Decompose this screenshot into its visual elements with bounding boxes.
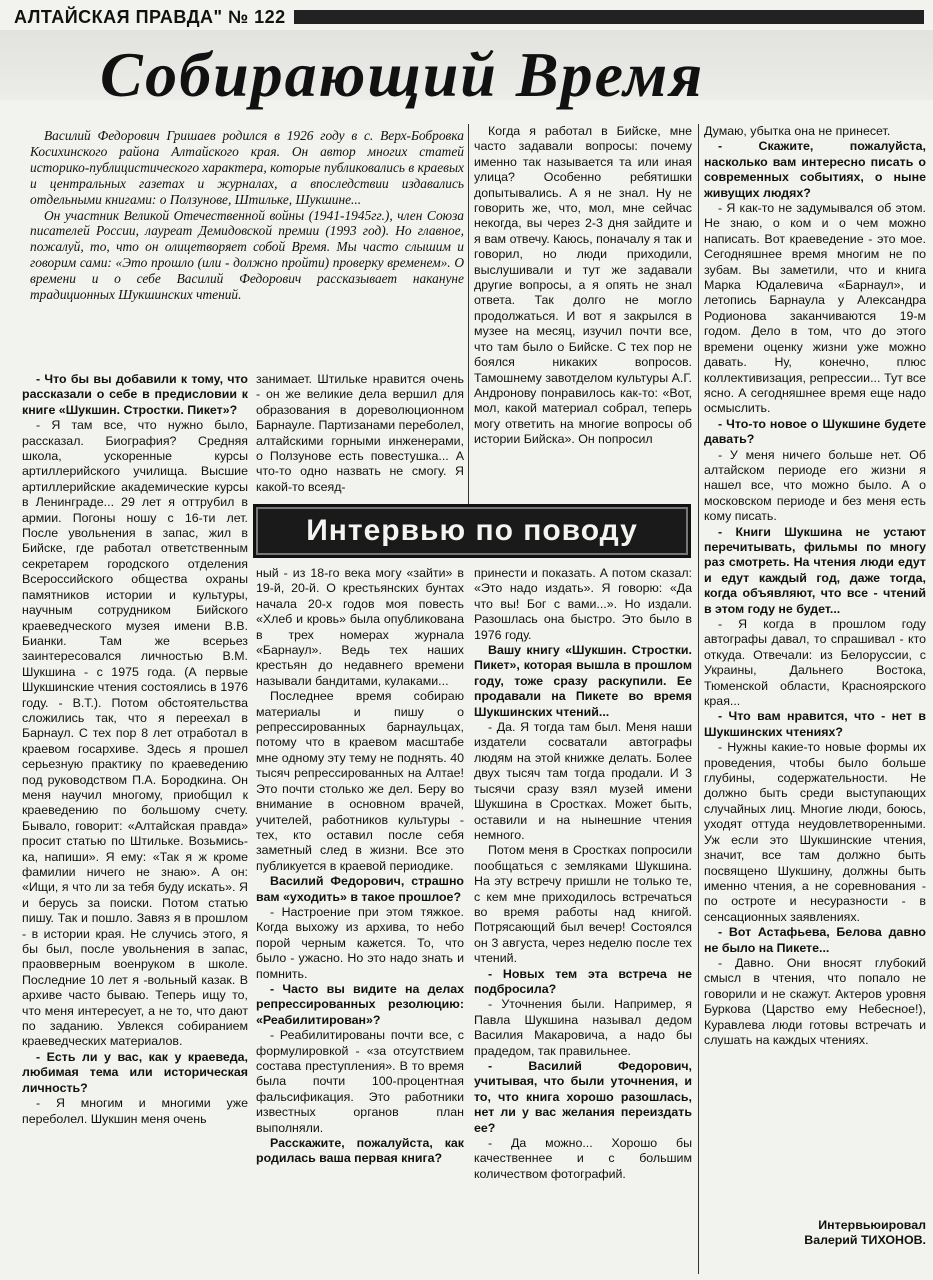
question-paragraph: - Василий Федорович, учитывая, что были уточнения, и то, что книга хорошо разошлась, нет ли у вас желания переиздать ее? — [474, 1059, 692, 1135]
answer-paragraph: Потом меня в Сростках попросили пообщаться с земляками Шукшина. На эту встречу пришли не только те, с кем мне приходилось встречаться во время работы над книгой. Потрясающий был вечер! Состоялся он 3 августа, через неделю после тех чтений. — [474, 843, 692, 966]
question-paragraph: - Есть ли у вас, как у краеведа, любимая тема или историческая личность? — [22, 1049, 248, 1095]
column-2-top — [256, 372, 464, 500]
section-banner: Интервью по поводу — [253, 504, 691, 558]
answer-paragraph: - Уточнения были. Например, я Павла Шукшина называл дедом Василия Макаровича, а надо бы прадедом, так правильнее. — [474, 997, 692, 1058]
question-paragraph: - Новых тем эта встреча не подбросила? — [474, 966, 692, 996]
interviewer-signature — [740, 1218, 926, 1248]
answer-paragraph: - Настроение при этом тяжкое. Когда выхожу из архива, то небо порой черным кажется. То, что было - ужасно. Но это надо знать и помнить. — [256, 904, 464, 981]
answer-paragraph: Когда я работал в Бийске, мне часто задавали вопросы: почему именно так называется та или иная улица? Особенно ребятишки допытывались. А я не знал. Ну не говорить же, что, мол, мне сейчас некогда, вы через 2-3 дня зайдите и я вам отвечу. Каюсь, поначалу я так и говорил, но люди приходили, выслушивали и тут же задавали другие вопросы, а я опять не знал ответа. Так долго не могло продолжаться. И вот я закрылся в музее на месяц, изучил почти все, что там было о Бийске. С тех пор не боялся никаких вопросов. Тамошнему завотделом культуры А.Г. Андронову понравилось как-то: «Вот, мол, какой материал собрал, теперь могу ответить на многие вопросы об истории Бийска». Он попросил — [474, 124, 692, 447]
masthead-rule — [294, 10, 924, 24]
answer-paragraph: - Реабилитированы почти все, с формулировкой - «за отсутствием состава преступления». В то время была почти 100-процентная фальсификация. Это работники известных органов план выполняли. — [256, 1028, 464, 1135]
answer-paragraph: - У меня ничего больше нет. Об алтайском периоде его жизни я нашел все, что можно было. А о московском периоде и без меня есть кому писать. — [704, 447, 926, 524]
answer-paragraph: Последнее время собираю материалы и пишу о репрессированных барнаульцах, потому что в краевом масштабе мне одному эту тему не поднять. 40 тысяч репрессированных на Алтае! Это почти столько же дел. Беру во внимание в основном врачей, учителей, работников культуры - тех, кто оставил после себя заметный след в жизни. Все это публикуется в краевой периодике. — [256, 689, 464, 873]
article-title: Собирающий Время — [100, 39, 705, 110]
answer-paragraph: - Я многим и многими уже переболел. Шукшин меня очень — [22, 1096, 248, 1126]
lead-paragraph: Он участник Великой Отечественной войны (1941-1945гг.), член Союза писателей России, лауреат Демидовской премии (1993 год). Но главное, пожалуй, то, что он олицетворяет собой Время. Мы часто слышим и говорим сами: «Это прошло (или - должно пройти) проверку временем». О времени и о себе Василий Федорович рассказывает накануне традиционных Шукшинских чтений. — [30, 207, 464, 303]
column-3 — [474, 566, 692, 1280]
answer-paragraph: ный - из 18-го века могу «зайти» в 19-й, 20-й. О крестьянских бунтах начала 20-х годов моя повесть «Хлеб и кровь» была опубликована в трех номерах журнала «Барнаул». Ведь тех наших крестьян до недавнего времени называли бандитами, кулаками... — [256, 566, 464, 688]
column-divider — [468, 124, 469, 504]
article-lead — [30, 128, 464, 364]
masthead-text: АЛТАЙСКАЯ ПРАВДА" № 122 — [14, 6, 286, 27]
question-paragraph: - Скажите, пожалуйста, насколько вам интересно писать о современных событиях, о ныне живущих людях? — [704, 139, 926, 200]
lead-paragraph: Василий Федорович Гришаев родился в 1926 году в с. Верх-Бобровка Косихинского района Алтайского края. Он автор многих статей историко-публицистического характера, которые публиковались в краевых и центральных газетах и журналах, а впоследствии издавались отдельными книгами: о Ползунове, Штильке, Шукшине... — [30, 128, 464, 207]
column-divider — [698, 124, 699, 1274]
signature-name: Валерий ТИХОНОВ. — [804, 1233, 926, 1247]
answer-paragraph: - Нужны какие-то новые формы их проведения, чтобы было больше глубины, содержательности. Не должно быть среди выступающих случайных лиц. Многие люди, боюсь, уходят оттуда неудовлетворенными. Уж если это Шукшинские чтения, значит, все там должно быть посвящено Шукшину, должны быть именно чтения, а не соревнования - по остроте и несуразности - в сенсационных заявлениях. — [704, 740, 926, 924]
answer-paragraph: Думаю, убытка она не принесет. — [704, 124, 891, 138]
masthead — [14, 6, 924, 28]
answer-paragraph: принести и показать. А потом сказал: «Это надо издать». Я говорю: «Да что вы! Бог с вами...». Но издали. Разошлась она быстро. Это было в 1976 году. — [474, 566, 692, 642]
question-paragraph: - Вот Астафьева, Белова давно не было на Пикете... — [704, 925, 926, 955]
column-3-top — [474, 124, 692, 500]
question-paragraph: Вашу книгу «Шукшин. Стростки. Пикет», которая вышла в прошлом году, тоже сразу раскупили. Ее продавали на Пикете во время Шукшинских чтений... — [474, 643, 692, 719]
answer-paragraph: - Я там все, что нужно было, рассказал. Биография? Средняя школа, ускоренные курсы артиллерийского училища. Высшие артиллерийские академические курсы в Ленинграде... 29 лет я оттрубил в армии. Погоны ношу с 16-ти лет. После увольнения в запас, жил в Бийске, где работал ответственным секретарем городского отделения Всероссийского общества охраны памятников истории и культуры, научным сотрудником Бийского краеведческого музея имени В.В. Бианки. Там же всерьез заинтересовался личностью В.М. Шукшина - с 1975 года. (А первые Шукшинские чтения состоялись в 1976 году. - В.Т.). Потом обстоятельства сложились так, что я переехал в Барнаул. С тех пор 8 лет отработал в краевом госархиве. Здесь я прошел серьезную практику по краеведению под руководством П.А. Бородкина. Он меня научил многому, приобщил к краеведению по большому счету. Бывало, говорит: «Алтайская правда» просит статью по Штильке. Возьмись-ка, напиши». Я ему: «Так я ж кроме фамилии ничего не знаю». А он: «Ищи, я что ли за тебя буду искать». Я и берусь за поиски. Потом статью пишу. Так и пошло. Завяз я в прошлом - в истории края. Не случись этого, я бы был, после увольнения в запас, праовверным военруком в школе. Последние 10 лет я -вольный казак. В архиве часто бываю. Теперь ищу то, что меня интересует, а не то, что дают по заданию. Увлекся собиранием краеведческих материалов. — [22, 418, 248, 1049]
question-paragraph: Расскажите, пожалуйста, как родилась ваша первая книга? — [256, 1136, 464, 1166]
answer-paragraph: - Да. Я тогда там был. Меня наши издатели сосватали автографы людям на этой книжке делать. Более двух тысяч там тогда продали. И 3 тысячи сразу взял музей имени Шукшина в Сростках. Может быть, оставили и на нынешние чтения немного. — [474, 720, 692, 842]
question-paragraph: - Книги Шукшина не устают перечитывать, фильмы по многу раз смотреть. На чтения люди едут и едут каждый год, даже тогда, когда объявляют, что все - чтений в этом году не будет... — [704, 524, 926, 616]
answer-paragraph: - Да можно... Хорошо бы качественнее и с большим количеством фотографий. — [474, 1136, 692, 1181]
question-paragraph: - Что-то новое о Шукшине будете давать? — [704, 416, 926, 447]
question-paragraph: - Что бы вы добавили к тому, что рассказали о себе в предисловии к книге «Шукшин. Стростки. Пикет»? — [22, 372, 248, 417]
column-2 — [256, 566, 464, 1280]
question-paragraph: - Что вам нравится, что - нет в Шукшинских чтениях? — [704, 709, 926, 739]
answer-paragraph: занимает. Штильке нравится очень - он же великие дела вершил для образования в дореволюционном Барнауле. Партизанами переболел, алтайскими горными инженерами, о Ползунове есть повестушка... А что-то одно назвать не смогу. Я какой-то всеяд- — [256, 372, 464, 494]
answer-paragraph: - Давно. Они вносят глубокий смысл в чтения, что попало не говорили и не скажут. Актеров уровня Буркова (Царство ему Небесное!), Куравлева люди готовы встречать и слушать на каждых чтениях. — [704, 955, 926, 1047]
question-paragraph: - Часто вы видите на делах репрессированных резолюцию: «Реабилитирован»? — [256, 981, 464, 1027]
column-4 — [704, 124, 926, 1214]
answer-paragraph: - Я как-то не задумывался об этом. Не знаю, о ком и о чем можно написать. Вот краеведение - это мое. Сегодняшнее время многим не по зубам. Вы заметили, что и книга Марка Юдалевича «Барнаул», и летопись Барнаула у Александра Родионова заканчиваются 19-м годом. Дело в том, что до этого времени оценку жизни уже можно давать. Ну, конечно, плюс коллективизация, репрессии... Тут все ясно. А сегодняшнее время еще надо осмыслить. — [704, 201, 926, 416]
signature-line: Интервьюировал — [818, 1218, 926, 1232]
column-1 — [22, 372, 248, 1280]
answer-paragraph: - Я когда в прошлом году автографы давал, то спрашивал - кто откуда. Отвечали: из Белоруссии, с Украины, Дальнего Востока, Тюменской области, Красноярского края... — [704, 617, 926, 709]
question-paragraph: Василий Федорович, страшно вам «уходить» в такое прошлое? — [256, 874, 464, 904]
